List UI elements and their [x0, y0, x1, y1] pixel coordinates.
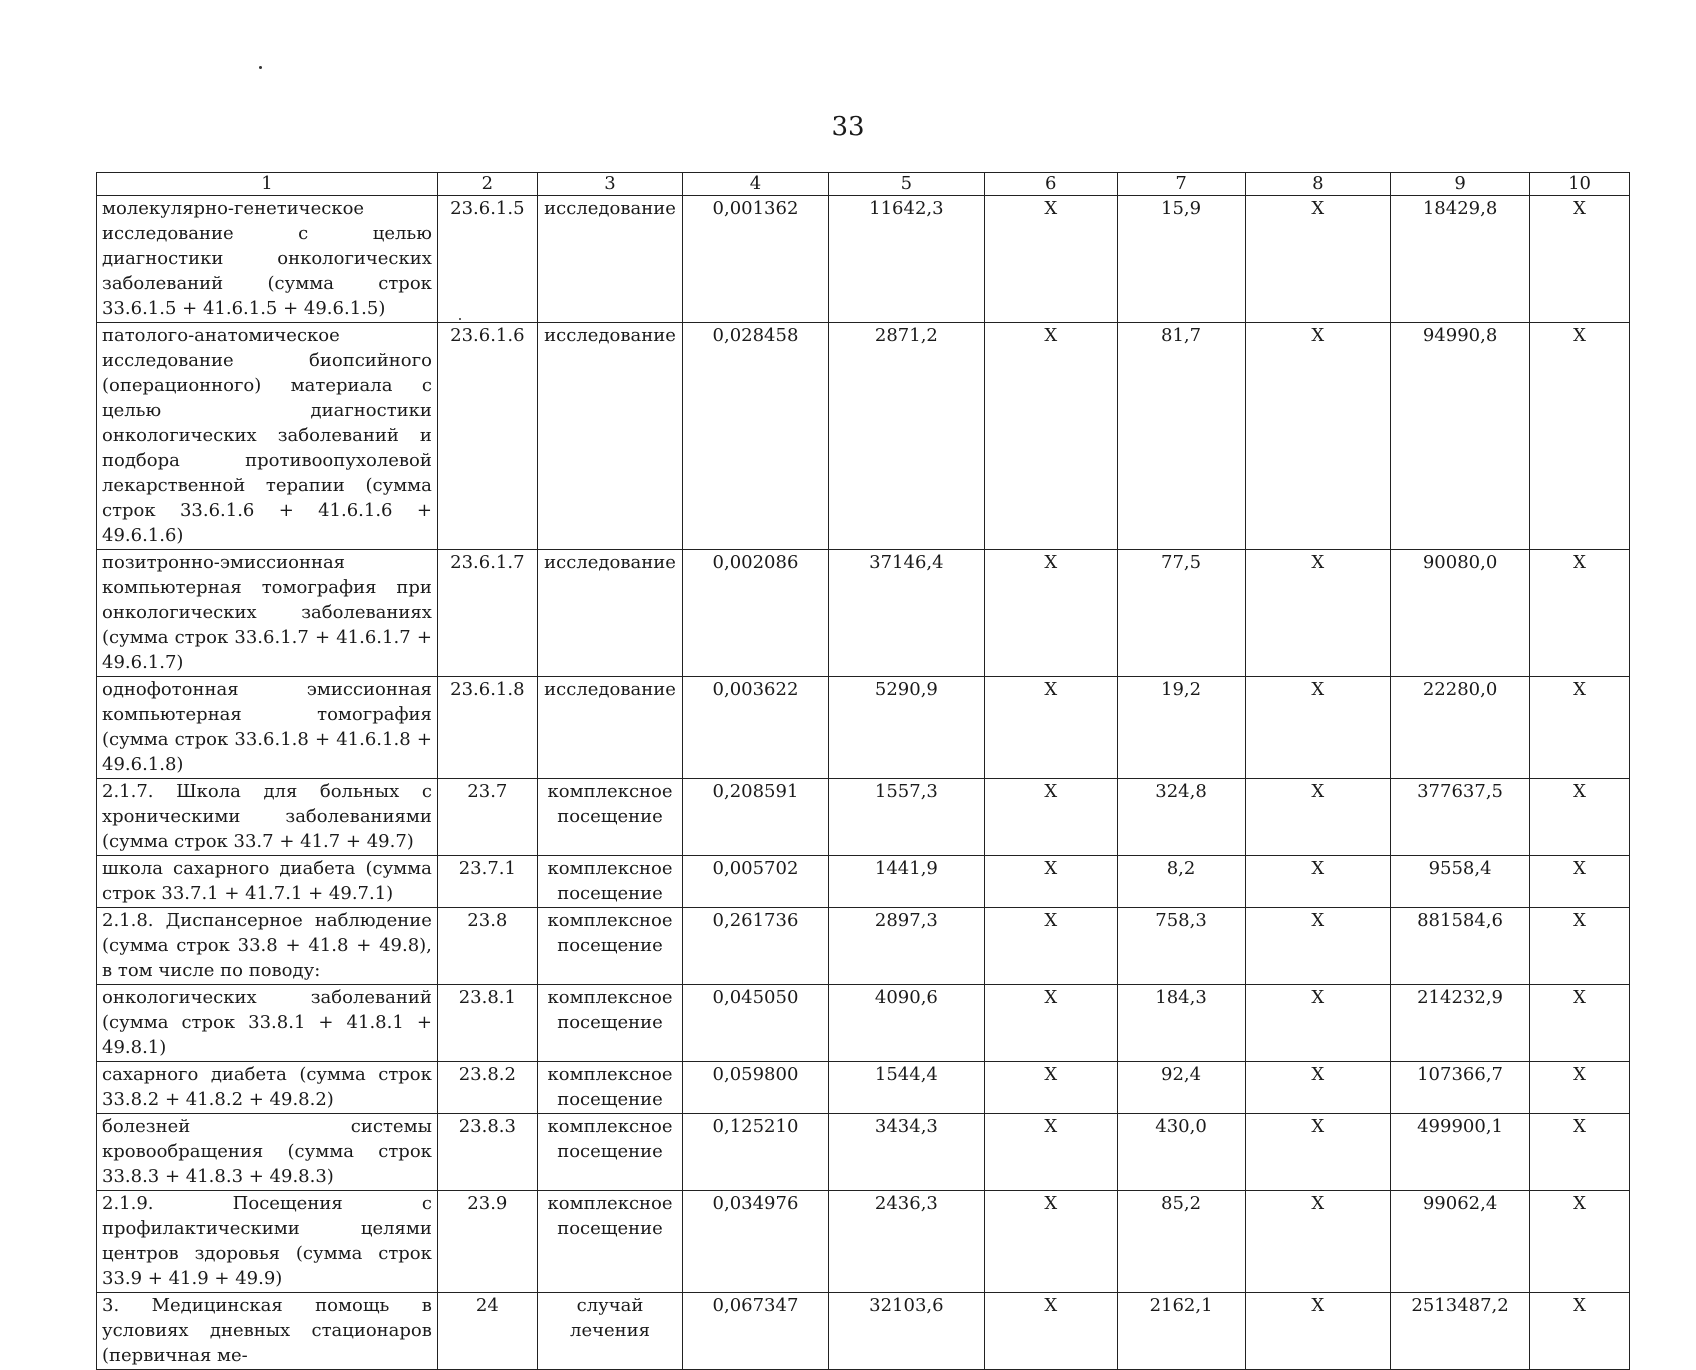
row-col4: 0,125210: [683, 1114, 828, 1191]
data-table: [96, 172, 1630, 1370]
col-header-1: 1: [97, 173, 438, 196]
table-row: [97, 779, 1630, 856]
row-col7: 19,2: [1117, 677, 1245, 779]
row-code: 23.7.1: [437, 856, 537, 908]
row-description: 2.1.7. Школа для больных с хроническими заболеваниями (сумма строк 33.7 + 41.7 + 49.7): [97, 779, 438, 856]
row-col5: 2871,2: [828, 323, 984, 550]
col-header-4: 4: [683, 173, 828, 196]
col-header-9: 9: [1391, 173, 1530, 196]
page-number: 33: [831, 112, 865, 142]
row-unit: комплексное посещение: [537, 1114, 682, 1191]
row-code: 23.8.2: [437, 1062, 537, 1114]
row-unit: исследование: [537, 196, 682, 323]
table-row: [97, 323, 1630, 550]
row-col8: X: [1245, 985, 1390, 1062]
row-col10: X: [1530, 677, 1630, 779]
header-row: [97, 173, 1630, 196]
table-row: [97, 1114, 1630, 1191]
row-col5: 11642,3: [828, 196, 984, 323]
row-col7: 184,3: [1117, 985, 1245, 1062]
row-col8: X: [1245, 779, 1390, 856]
row-col6: X: [985, 856, 1117, 908]
col-header-2: 2: [437, 173, 537, 196]
row-code: 24: [437, 1293, 537, 1370]
row-col5: 5290,9: [828, 677, 984, 779]
row-col7: 15,9: [1117, 196, 1245, 323]
row-col5: 37146,4: [828, 550, 984, 677]
row-col5: 1557,3: [828, 779, 984, 856]
row-col6: X: [985, 985, 1117, 1062]
row-col7: 92,4: [1117, 1062, 1245, 1114]
table-row: [97, 856, 1630, 908]
row-code: 23.6.1.5: [437, 196, 537, 323]
row-col6: X: [985, 1114, 1117, 1191]
row-col8: X: [1245, 1114, 1390, 1191]
row-unit: комплексное посещение: [537, 856, 682, 908]
row-description: сахарного диабета (сумма строк 33.8.2 + 41.8.2 + 49.8.2): [97, 1062, 438, 1114]
row-col6: X: [985, 550, 1117, 677]
row-col7: 324,8: [1117, 779, 1245, 856]
row-col10: X: [1530, 196, 1630, 323]
row-description: молекулярно-генетическое исследование с целью диагностики онкологических заболеваний (сумма строк 33.6.1.5 + 41.6.1.5 + 49.6.1.5): [97, 196, 438, 323]
row-col8: X: [1245, 1293, 1390, 1370]
row-description: 2.1.8. Диспансерное наблюдение (сумма строк 33.8 + 41.8 + 49.8), в том числе по поводу:: [97, 908, 438, 985]
row-col8: X: [1245, 550, 1390, 677]
row-col5: 32103,6: [828, 1293, 984, 1370]
row-col6: X: [985, 779, 1117, 856]
row-code: 23.9: [437, 1191, 537, 1293]
row-unit: комплексное посещение: [537, 1062, 682, 1114]
row-col10: X: [1530, 779, 1630, 856]
row-col9: 9558,4: [1391, 856, 1530, 908]
row-col6: X: [985, 677, 1117, 779]
row-description: 3. Медицинская помощь в условиях дневных стационаров (первичная ме-: [97, 1293, 438, 1370]
row-col6: X: [985, 908, 1117, 985]
row-col5: 1544,4: [828, 1062, 984, 1114]
row-description: позитронно-эмиссионная компьютерная томография при онкологических заболеваниях (сумма строк 33.6.1.7 + 41.6.1.7 + 49.6.1.7): [97, 550, 438, 677]
row-code: 23.8: [437, 908, 537, 985]
row-col6: X: [985, 1062, 1117, 1114]
row-col4: 0,261736: [683, 908, 828, 985]
row-col7: 8,2: [1117, 856, 1245, 908]
col-header-7: 7: [1117, 173, 1245, 196]
row-col4: 0,034976: [683, 1191, 828, 1293]
row-col10: X: [1530, 856, 1630, 908]
row-col5: 4090,6: [828, 985, 984, 1062]
row-col8: X: [1245, 1191, 1390, 1293]
row-col9: 377637,5: [1391, 779, 1530, 856]
row-unit: исследование: [537, 550, 682, 677]
row-col5: 2897,3: [828, 908, 984, 985]
row-col4: 0,028458: [683, 323, 828, 550]
table-row: [97, 1062, 1630, 1114]
col-header-10: 10: [1530, 173, 1630, 196]
row-col6: X: [985, 1293, 1117, 1370]
row-col9: 90080,0: [1391, 550, 1530, 677]
row-unit: комплексное посещение: [537, 985, 682, 1062]
col-header-8: 8: [1245, 173, 1390, 196]
row-code: 23.8.3: [437, 1114, 537, 1191]
row-col9: 214232,9: [1391, 985, 1530, 1062]
row-description: болезней системы кровообращения (сумма строк 33.8.3 + 41.8.3 + 49.8.3): [97, 1114, 438, 1191]
row-col10: X: [1530, 550, 1630, 677]
table-row: [97, 1191, 1630, 1293]
row-unit: комплексное посещение: [537, 779, 682, 856]
row-col10: X: [1530, 908, 1630, 985]
row-col4: 0,208591: [683, 779, 828, 856]
row-col7: 758,3: [1117, 908, 1245, 985]
col-header-5: 5: [828, 173, 984, 196]
row-col10: X: [1530, 1293, 1630, 1370]
row-col4: 0,067347: [683, 1293, 828, 1370]
row-unit: исследование: [537, 323, 682, 550]
row-description: школа сахарного диабета (сумма строк 33.7.1 + 41.7.1 + 49.7.1): [97, 856, 438, 908]
row-col6: X: [985, 1191, 1117, 1293]
row-col9: 107366,7: [1391, 1062, 1530, 1114]
row-col10: X: [1530, 1114, 1630, 1191]
row-col7: 430,0: [1117, 1114, 1245, 1191]
row-col9: 881584,6: [1391, 908, 1530, 985]
row-col10: X: [1530, 1062, 1630, 1114]
row-unit: исследование: [537, 677, 682, 779]
row-code: 23.8.1: [437, 985, 537, 1062]
row-col8: X: [1245, 908, 1390, 985]
row-col5: 2436,3: [828, 1191, 984, 1293]
row-code: 23.6.1.6: [437, 323, 537, 550]
row-col10: X: [1530, 1191, 1630, 1293]
table-row: [97, 550, 1630, 677]
row-col4: 0,045050: [683, 985, 828, 1062]
scan-speck: [259, 66, 262, 69]
row-col8: X: [1245, 196, 1390, 323]
row-col7: 85,2: [1117, 1191, 1245, 1293]
row-description: однофотонная эмиссионная компьютерная томография (сумма строк 33.6.1.8 + 41.6.1.8 + 49.6.1.8): [97, 677, 438, 779]
row-col9: 99062,4: [1391, 1191, 1530, 1293]
row-col5: 1441,9: [828, 856, 984, 908]
row-description: онкологических заболеваний (сумма строк 33.8.1 + 41.8.1 + 49.8.1): [97, 985, 438, 1062]
row-col4: 0,001362: [683, 196, 828, 323]
row-code: 23.6.1.7: [437, 550, 537, 677]
row-col6: X: [985, 196, 1117, 323]
row-code: 23.6.1.8: [437, 677, 537, 779]
row-col9: 94990,8: [1391, 323, 1530, 550]
col-header-3: 3: [537, 173, 682, 196]
row-col8: X: [1245, 856, 1390, 908]
row-col5: 3434,3: [828, 1114, 984, 1191]
row-col10: X: [1530, 985, 1630, 1062]
row-col7: 81,7: [1117, 323, 1245, 550]
row-description: патолого-анатомическое исследование биопсийного (операционного) материала с целью диагностики онкологических заболеваний и подбора противоопухолевой лекарственной терапии (сумма строк 33.6.1.6 + 41.6.1.6 + 49.6.1.6): [97, 323, 438, 550]
row-col9: 22280,0: [1391, 677, 1530, 779]
row-unit: комплексное посещение: [537, 1191, 682, 1293]
row-description: 2.1.9. Посещения с профилактическими целями центров здоровья (сумма строк 33.9 + 41.9 + 49.9): [97, 1191, 438, 1293]
row-col4: 0,005702: [683, 856, 828, 908]
row-code: 23.7: [437, 779, 537, 856]
table-row: [97, 908, 1630, 985]
row-unit: комплексное посещение: [537, 908, 682, 985]
row-col9: 499900,1: [1391, 1114, 1530, 1191]
row-col8: X: [1245, 677, 1390, 779]
table-row: [97, 196, 1630, 323]
table-row: [97, 1293, 1630, 1370]
row-col4: 0,003622: [683, 677, 828, 779]
row-col4: 0,002086: [683, 550, 828, 677]
row-col10: X: [1530, 323, 1630, 550]
row-col9: 18429,8: [1391, 196, 1530, 323]
row-col4: 0,059800: [683, 1062, 828, 1114]
row-col7: 2162,1: [1117, 1293, 1245, 1370]
row-col7: 77,5: [1117, 550, 1245, 677]
row-col8: X: [1245, 323, 1390, 550]
row-col9: 2513487,2: [1391, 1293, 1530, 1370]
row-col8: X: [1245, 1062, 1390, 1114]
row-unit: случай лечения: [537, 1293, 682, 1370]
col-header-6: 6: [985, 173, 1117, 196]
table-row: [97, 677, 1630, 779]
table-row: [97, 985, 1630, 1062]
row-col6: X: [985, 323, 1117, 550]
